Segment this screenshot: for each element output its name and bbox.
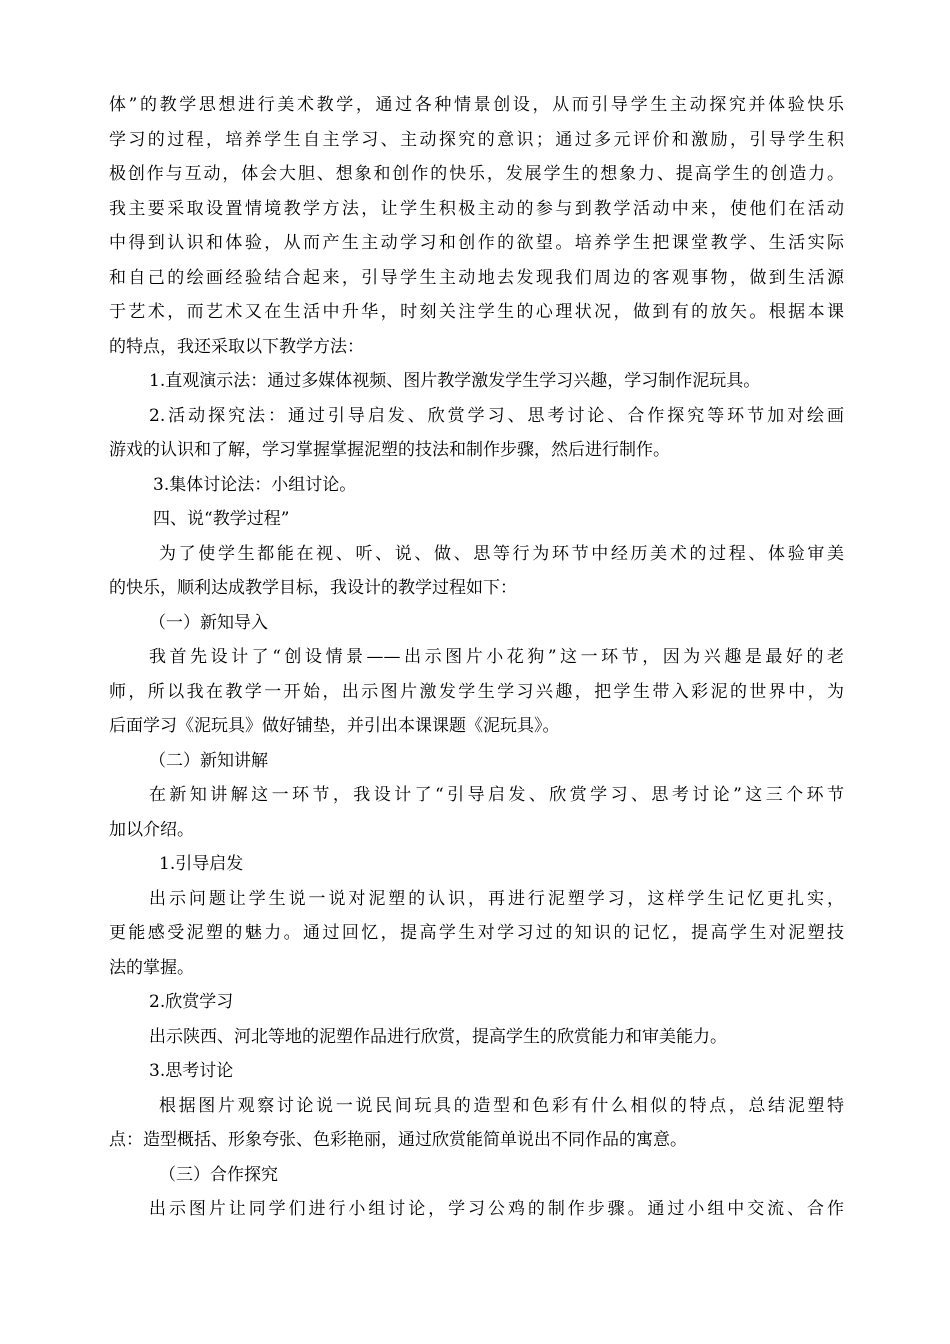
subsection-heading: （一）新知导入 bbox=[149, 612, 268, 633]
list-item: 2.欣赏学习 bbox=[149, 992, 234, 1012]
text-line: 更能感受泥塑的魅力。通过回忆，提高学生对学习过的知识的记忆，提高学生对泥塑技 bbox=[109, 923, 844, 943]
subsection-heading: （三）合作探究 bbox=[159, 1164, 278, 1185]
text-line: 的特点，我还采取以下教学方法： bbox=[109, 336, 364, 357]
list-item: 1.直观演示法：通过多媒体视频、图片教学激发学生学习兴趣，学习制作泥玩具。 bbox=[149, 371, 761, 391]
list-item: 3.集体讨论法：小组讨论。 bbox=[153, 474, 357, 495]
list-item: 3.思考讨论 bbox=[149, 1061, 234, 1081]
text-line: 后面学习《泥玩具》做好铺垫，并引出本课课题《泥玩具》。 bbox=[109, 716, 560, 736]
text-line: 体”的教学思想进行美术教学，通过各种情景创设，从而引导学生主动探究并体验快乐 bbox=[109, 95, 844, 115]
text-line: 在新知讲解这一环节，我设计了“引导启发、欣赏学习、思考讨论”这三个环节 bbox=[149, 785, 844, 805]
text-line: 游戏的认识和了解，学习掌握掌握泥塑的技法和制作步骤，然后进行制作。 bbox=[109, 440, 670, 460]
text-line: 出示陕西、河北等地的泥塑作品进行欣赏，提高学生的欣赏能力和审美能力。 bbox=[149, 1026, 727, 1047]
section-heading: 四、说“教学过程” bbox=[153, 509, 290, 529]
text-line: 为了使学生都能在视、听、说、做、思等行为环节中经历美术的过程、体验审美 bbox=[159, 543, 844, 564]
text-line: 我首先设计了“创设情景——出示图片小花狗”这一环节，因为兴趣是最好的老 bbox=[149, 647, 844, 667]
text-line: 师，所以我在教学一开始，出示图片激发学生学习兴趣，把学生带入彩泥的世界中，为 bbox=[109, 681, 844, 702]
subsection-heading: （二）新知讲解 bbox=[149, 750, 268, 771]
text-line: 的快乐，顺利达成教学目标，我设计的教学过程如下： bbox=[109, 578, 517, 598]
text-line: 中得到认识和体验，从而产生主动学习和创作的欲望。培养学生把课堂教学、生活实际 bbox=[109, 233, 844, 253]
text-line: 出示问题让学生说一说对泥塑的认识，再进行泥塑学习，这样学生记忆更扎实， bbox=[149, 888, 844, 909]
list-item: 2.活动探究法：通过引导启发、欣赏学习、思考讨论、合作探究等环节加对绘画 bbox=[149, 405, 844, 426]
text-line: 学习的过程，培养学生自主学习、主动探究的意识；通过多元评价和激励，引导学生积 bbox=[109, 129, 844, 150]
list-item: 1.引导启发 bbox=[159, 854, 244, 874]
text-line: 法的掌握。 bbox=[109, 957, 194, 978]
text-line: 加以介绍。 bbox=[109, 819, 194, 840]
text-line: 我主要采取设置情境教学方法，让学生积极主动的参与到教学活动中来，使他们在活动 bbox=[109, 198, 844, 219]
text-line: 于艺术，而艺术又在生活中升华，时刻关注学生的心理状况，做到有的放矢。根据本课 bbox=[109, 302, 844, 322]
text-line: 出示图片让同学们进行小组讨论，学习公鸡的制作步骤。通过小组中交流、合作 bbox=[149, 1199, 844, 1219]
document-body bbox=[109, 88, 844, 1227]
text-line: 和自己的绘画经验结合起来，引导学生主动地去发现我们周边的客观事物，做到生活源 bbox=[109, 267, 844, 288]
text-line: 点：造型概括、形象夸张、色彩艳丽，通过欣赏能简单说出不同作品的寓意。 bbox=[109, 1130, 687, 1150]
text-line: 极创作与互动，体会大胆、想象和创作的快乐，发展学生的想象力、提高学生的创造力。 bbox=[109, 164, 844, 184]
text-line: 根据图片观察讨论说一说民间玩具的造型和色彩有什么相似的特点，总结泥塑特 bbox=[159, 1095, 844, 1116]
